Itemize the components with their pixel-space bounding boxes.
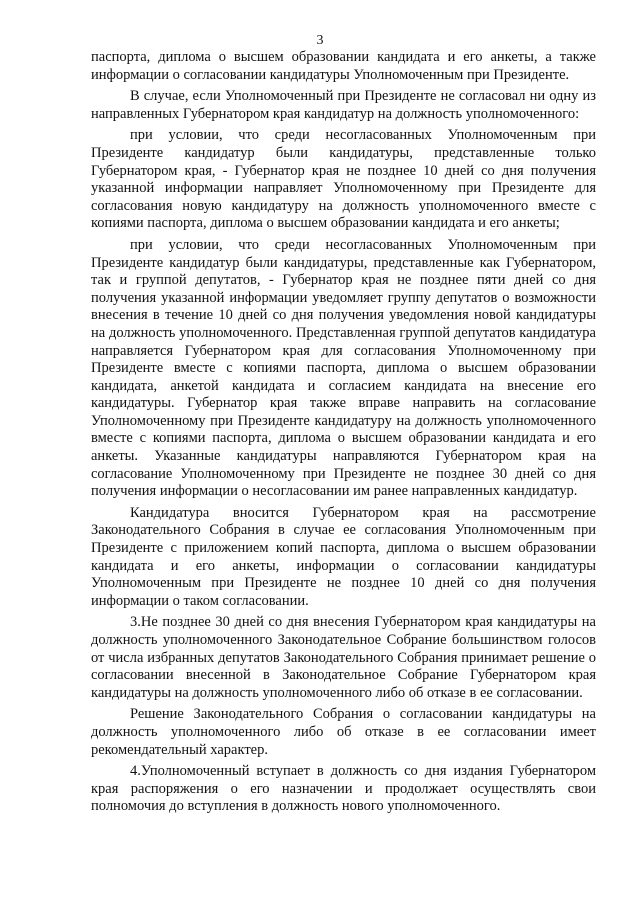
paragraph: Решение Законодательного Собрания о согласовании кандидатуры на должность уполномоченного либо об отказе в ее согласовании имеет рекомендательный характер. — [91, 706, 596, 758]
paragraph: Кандидатура вносится Губернатором края на рассмотрение Законодательного Собрания в случае ее согласования Уполномоченным при Президенте с приложением копий паспорта, диплома о высшем образовании кандидата и его анкеты, информации о согласовании кандидатуры Уполномоченным при Президенте не позднее 10 дней со дня получения информации о таком согласовании. — [91, 504, 596, 609]
paragraph-clause-3: 3.Не позднее 30 дней со дня внесения Губернатором края кандидатуры на должность уполномоченного Законодательное Собрание большинством голосов от числа избранных депутатов Законодательного Собрания принимает решение о согласовании внесенной в Законодательное Собрание Губернатором края кандидатуры на должность уполномоченного либо об отказе в ее согласовании. — [91, 614, 596, 701]
paragraph: при условии, что среди несогласованных Уполномоченным при Президенте кандидатур были кандидатуры, представленные только Губернатором края, - Губернатор края не позднее 10 дней со дня получения указанной информации направляет Уполномоченному при Президенте для согласования новую кандидатуру на должность уполномоченного вместе с копиями паспорта, диплома о высшем образовании кандидата и его анкеты; — [91, 127, 596, 232]
paragraph-continuation: паспорта, диплома о высшем образовании кандидата и его анкеты, а также информации о согласовании кандидатуры Уполномоченным при Президенте. — [91, 49, 596, 83]
paragraph: при условии, что среди несогласованных Уполномоченным при Президенте кандидатур были кандидатуры, представленные как Губернатором, так и группой депутатов, - Губернатор края не позднее пяти дней со дня получения указанной информации уведомляет группу депутатов о возможности внесения в течение 10 дней со дня получения уведомления новой кандидатуры на должность уполномоченного. Представленная группой депутатов кандидатура направляется Губернатором края для согласования Уполномоченному при Президенте вместе с копиями паспорта, диплома о высшем образовании кандидата, анкетой кандидата и согласием кандидата на внесение его кандидатуры. Губернатор края также вправе направить на согласование Уполномоченному при Президенте кандидатуру на должность уполномоченного вместе с копиями паспорта, диплома о высшем образовании кандидата и его анкеты. Указанные кандидатуры направляются Губернатором края на согласование Уполномоченному при Президенте не позднее 30 дней со дня получения информации о несогласовании им ранее направленных кандидатур. — [91, 236, 596, 500]
paragraph-clause-4: 4.Уполномоченный вступает в должность со дня издания Губернатором края распоряжения о его назначении и продолжает осуществлять свои полномочия до вступления в должность нового уполномоченного. — [91, 763, 596, 815]
document-body — [91, 49, 596, 820]
page-number: 3 — [316, 33, 324, 48]
paragraph: В случае, если Уполномоченный при Президенте не согласовал ни одну из направленных Губернатором края кандидатур на должность уполномоченного: — [91, 88, 596, 122]
